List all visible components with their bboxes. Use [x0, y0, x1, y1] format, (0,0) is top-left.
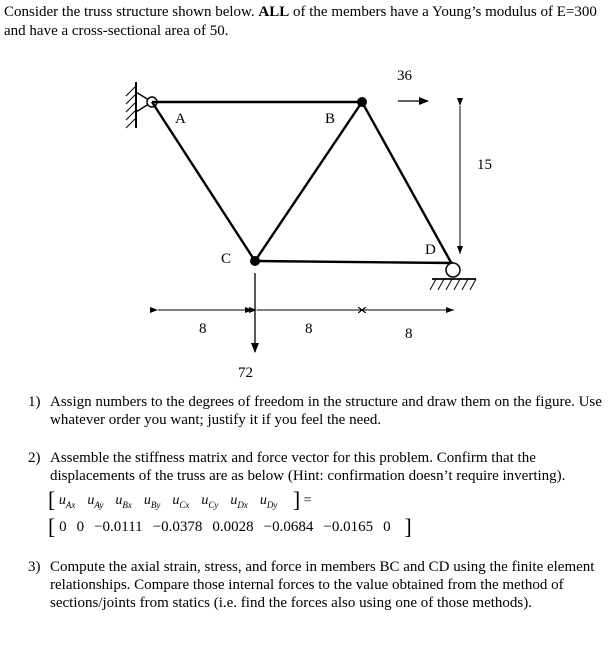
displacement-value: −0.0378	[152, 519, 203, 535]
truss-members	[152, 102, 453, 266]
displacement-value: 0	[59, 519, 67, 535]
member-ac	[152, 102, 255, 261]
displacement-value: −0.0165	[323, 519, 374, 535]
displacement-label: $u_{Dy}$	[259, 493, 278, 510]
question-3-text: Compute the axial strain, stress, and force in members BC and CD using the finite element relationships. Compare those internal forces to the value obtained from the method of sections/joints from statics (i.e. find the forces also using one of those methods).	[50, 559, 595, 611]
member-bd	[362, 102, 453, 266]
load-label-b: 36	[397, 68, 412, 84]
intro-bold: ALL	[258, 4, 290, 20]
displacement-value: −0.0111	[94, 519, 143, 535]
displacement-label: $u_{Dx}$	[230, 493, 248, 510]
displacement-label: $u_{By}$	[143, 493, 161, 510]
roller-support-d	[430, 263, 476, 290]
displacement-value: 0.0028	[212, 519, 254, 535]
dimension-label-1: 8	[199, 321, 207, 337]
displacement-label: $u_{Cy}$	[201, 493, 219, 510]
node-c	[250, 256, 260, 266]
displacement-value: 0	[76, 519, 85, 535]
dimension-label-2: 8	[305, 321, 313, 337]
displacement-value: −0.0684	[263, 519, 314, 535]
equals-sign: =	[303, 493, 312, 508]
intro-text-2: of the members have a Young’s modulus of E=300 and have a cross-sectional area of 50.	[4, 4, 597, 39]
question-2-text: Assemble the stiffness matrix and force vector for this problem. Confirm that the displacements of the truss are as below (Hint: confirmation doesn’t require inverting).	[50, 450, 566, 484]
load-label-c: 72	[238, 365, 253, 381]
intro-text-1: Consider the truss structure shown below.	[4, 4, 259, 20]
node-b	[357, 97, 367, 107]
node-label-a: A	[175, 111, 186, 127]
dimension-label-3: 8	[405, 326, 413, 342]
displacement-label: $u_{Cx}$	[172, 493, 190, 510]
node-label-c: C	[221, 251, 232, 267]
member-cd	[255, 261, 453, 263]
question-1-text: Assign numbers to the degrees of freedom in the structure and draw them on the figure. Use whatever order you want; justify it if you feel the need.	[50, 394, 602, 428]
node-label-b: B	[325, 111, 336, 127]
height-label: 15	[477, 157, 492, 173]
node-label-d: D	[425, 242, 436, 258]
displacement-labels-row: [ $u_{Ax}$ $u_{Ay}$ $u_{Bx}$ $u_{By}$ $u_{Cx}$ $u_{Cy}$ $u_{Dx}$ $u_{Dy}$ ] =	[48, 487, 312, 512]
displacement-values-row: [ 0 0 −0.0111 −0.0378 0.0028 −0.0684 −0.0165 0 ]	[48, 514, 412, 539]
displacement-value: 0	[383, 519, 391, 535]
question-2-number: 2)	[28, 450, 41, 466]
pin-support-a	[126, 82, 157, 128]
displacement-label: $u_{Bx}$	[115, 493, 132, 510]
member-bc	[255, 102, 362, 261]
displacement-label: $u_{Ax}$	[58, 493, 76, 510]
displacement-label: $u_{Ay}$	[87, 493, 104, 510]
question-3-number: 3)	[28, 559, 41, 575]
question-1-number: 1)	[28, 394, 41, 410]
